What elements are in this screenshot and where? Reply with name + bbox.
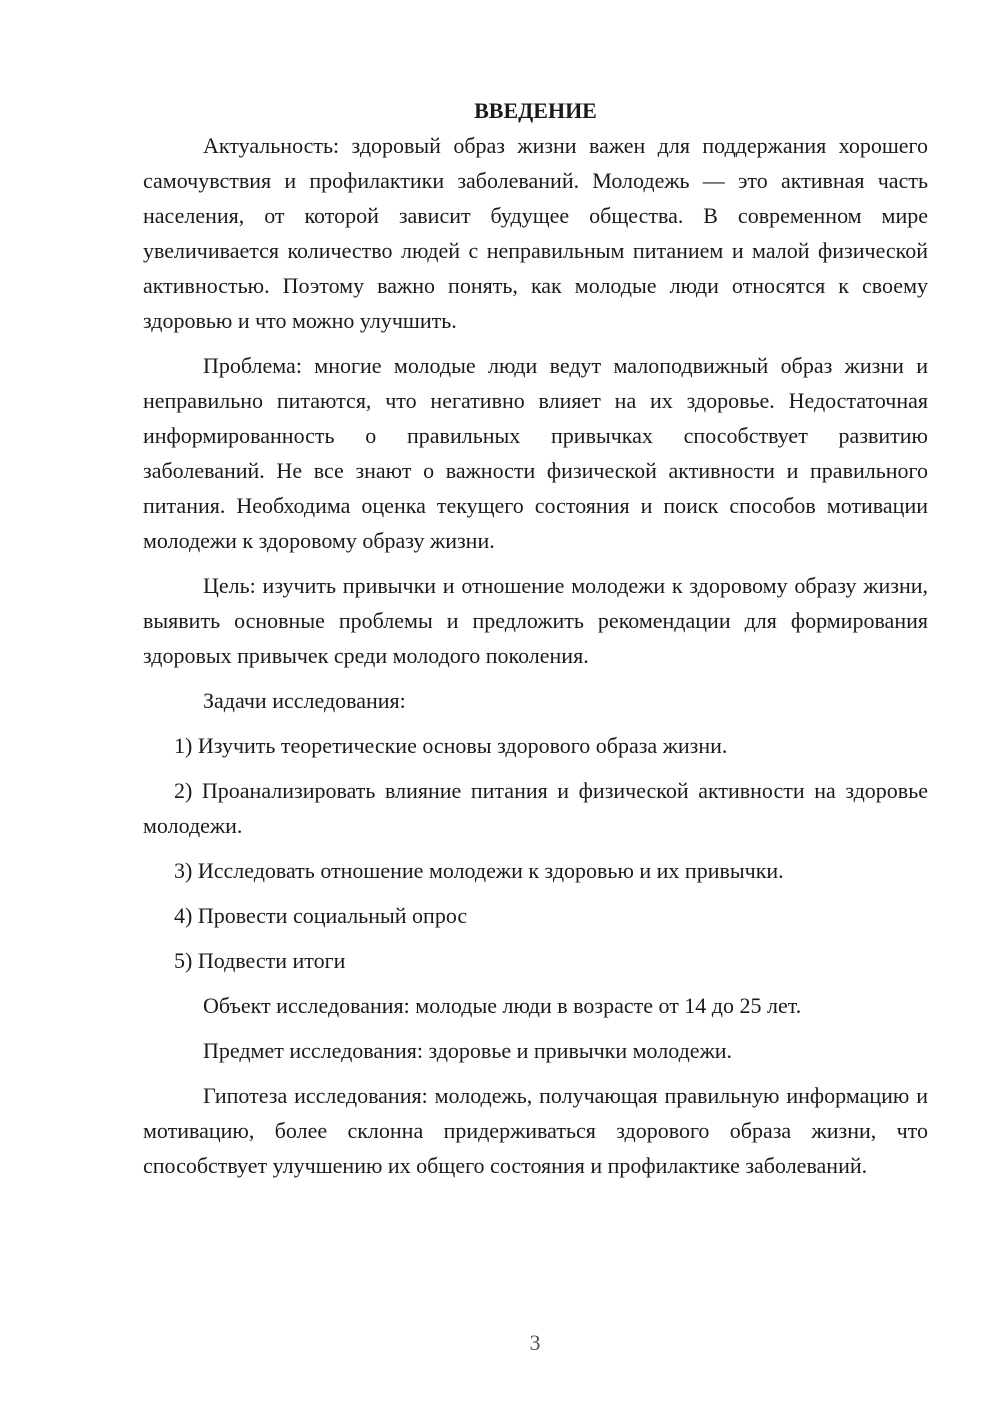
- subject-paragraph: Предмет исследования: здоровье и привычки молодежи.: [203, 1038, 733, 1063]
- document-page: [143, 93, 928, 1193]
- tasks-heading: Задачи исследования:: [203, 688, 406, 713]
- relevance-paragraph: Актуальность: здоровый образ жизни важен для поддержания хорошего самочувствия и профилактики заболеваний. Молодежь — это активная часть населения, от которой зависит будущее общества. В современном мире увеличивается количество людей с неправильным питанием и малой физической активностью. Поэтому важно понять, как молодые люди относятся к своему здоровью и что можно улучшить.: [143, 133, 928, 333]
- task-item-4: 4) Провести социальный опрос: [174, 903, 468, 928]
- task-item-1: 1) Изучить теоретические основы здорового образа жизни.: [174, 733, 728, 758]
- task-item-2: 2) Проанализировать влияние питания и физической активности на здоровье молодежи.: [143, 778, 928, 838]
- problem-paragraph: Проблема: многие молодые люди ведут малоподвижный образ жизни и неправильно питаются, что негативно влияет на их здоровье. Недостаточная информированность о правильных привычках способствует развитию заболеваний. Не все знают о важности физической активности и правильного питания. Необходима оценка текущего состояния и поиск способов мотивации молодежи к здоровому образу жизни.: [143, 353, 928, 553]
- object-paragraph: Объект исследования: молодые люди в возрасте от 14 до 25 лет.: [203, 993, 802, 1018]
- hypothesis-paragraph: Гипотеза исследования: молодежь, получающая правильную информацию и мотивацию, более склонна придерживаться здорового образа жизни, что способствует улучшению их общего состояния и профилактике заболеваний.: [143, 1083, 928, 1178]
- task-item-3: 3) Исследовать отношение молодежи к здоровью и их привычки.: [174, 858, 784, 883]
- task-item-5: 5) Подвести итоги: [174, 948, 346, 973]
- section-title: ВВЕДЕНИЕ: [474, 98, 597, 123]
- page-number: 3: [529, 1330, 541, 1355]
- goal-paragraph: Цель: изучить привычки и отношение молодежи к здоровому образу жизни, выявить основные проблемы и предложить рекомендации для формирования здоровых привычек среди молодого поколения.: [143, 573, 928, 668]
